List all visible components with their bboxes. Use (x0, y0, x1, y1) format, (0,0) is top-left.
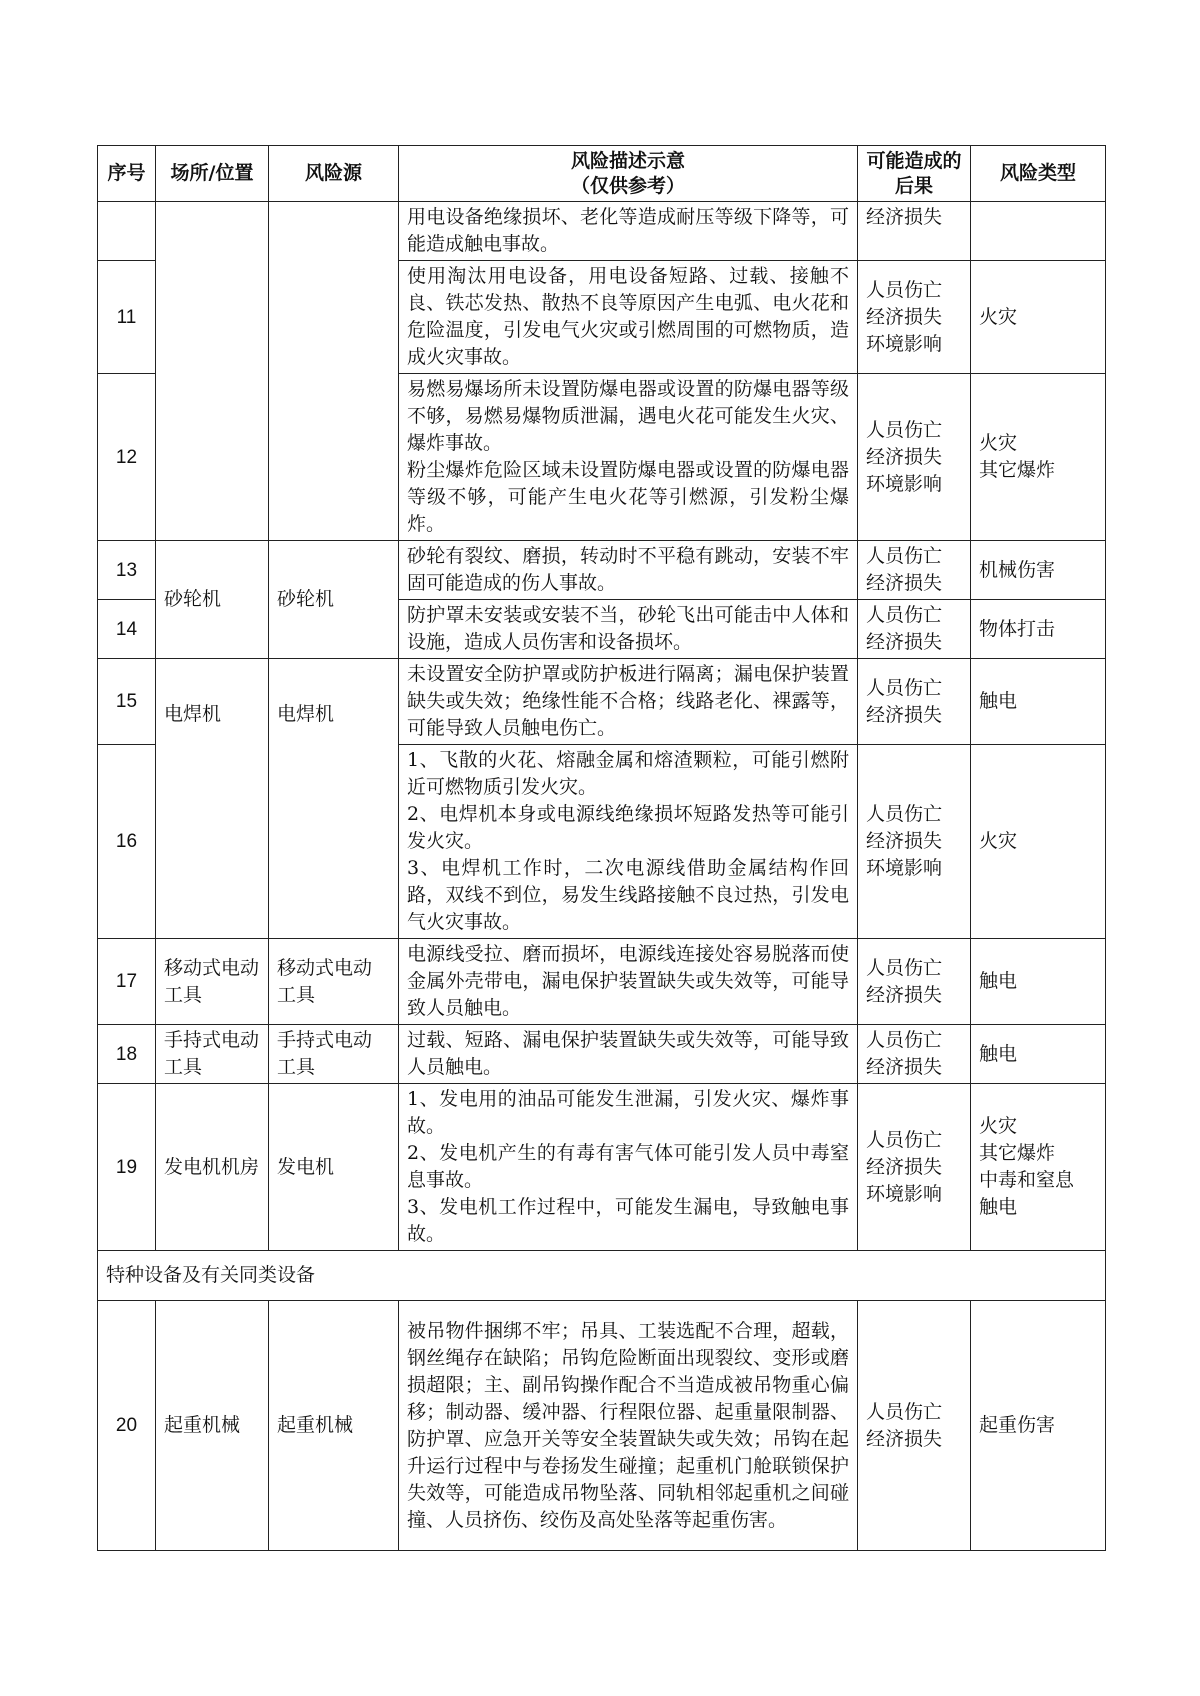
row-no: 13 (98, 541, 156, 600)
consequence-item: 经济损失 (866, 983, 943, 1006)
row-source: 手持式电动工具 (269, 1025, 399, 1084)
row-type: 触电 (971, 1025, 1106, 1084)
row-description: 电源线受拉、磨而损坏，电源线连接处容易脱落而使金属外壳带电，漏电保护装置缺失或失效等，可能导致人员触电。 (399, 939, 858, 1025)
risk-type-item: 火灾 (979, 1115, 1018, 1137)
row-consequence (858, 745, 971, 939)
header-description-title: 风险描述示意 (570, 149, 685, 172)
consequence-item: 经济损失 (866, 572, 943, 594)
table-row (98, 202, 1106, 261)
row-type: 物体打击 (971, 600, 1106, 659)
consequence-item: 环境影响 (866, 1182, 943, 1205)
row-consequence (858, 1301, 971, 1551)
row-type: 机械伤害 (971, 541, 1106, 600)
header-description-note: （仅供参考） (570, 174, 685, 197)
row-description: 砂轮有裂纹、磨损，转动时不平稳有跳动，安装不牢固可能造成的伤人事故。 (399, 541, 858, 600)
table-row (98, 1301, 1106, 1551)
row-description: 被吊物件捆绑不牢；吊具、工装选配不合理，超载，钢丝绳存在缺陷；吊钩危险断面出现裂纹、变形或磨损超限；主、副吊钩操作配合不当造成被吊物重心偏移；制动器、缓冲器、行程限位器、起重量限制器、防护罩、应急开关等安全装置缺失或失效；吊钩在起升运行过程中与卷扬发生碰撞；起重机门舱联锁保护失效等，可能造成吊物坠落、同轨相邻起重机之间碰撞、人员挤伤、绞伤及高处坠落等起重伤害。 (399, 1301, 858, 1551)
risk-type-item: 其它爆炸 (979, 1142, 1056, 1164)
header-place: 场所/位置 (156, 146, 269, 202)
row-no: 17 (98, 939, 156, 1025)
risk-table (97, 145, 1106, 1551)
consequence-item: 经济损失 (866, 445, 943, 468)
consequence-item: 人员伤亡 (866, 676, 943, 699)
row-type: 触电 (971, 939, 1106, 1025)
row-description: 防护罩未安装或安装不当，砂轮飞出可能击中人体和设施，造成人员伤害和设备损坏。 (399, 600, 858, 659)
row-no: 19 (98, 1084, 156, 1251)
header-source: 风险源 (269, 146, 399, 202)
row-consequence (858, 261, 971, 374)
description-paragraph: 3、电焊机工作时，二次电源线借助金属结构作回路，双线不到位，易发生线路接触不良过热，引发电气火灾事故。 (407, 857, 849, 933)
row-consequence (858, 939, 971, 1025)
row-consequence (858, 1084, 971, 1251)
consequence-item: 人员伤亡 (866, 604, 943, 626)
header-description (399, 146, 858, 202)
table-row (98, 939, 1106, 1025)
row-source: 移动式电动工具 (269, 939, 399, 1025)
row-type (971, 374, 1106, 541)
consequence-item: 环境影响 (866, 332, 943, 355)
row-place: 起重机械 (156, 1301, 269, 1551)
consequence-item: 人员伤亡 (866, 956, 943, 979)
table-row (98, 659, 1106, 745)
description-paragraph: 易燃易爆场所未设置防爆电器或设置的防爆电器等级不够，易燃易爆物质泄漏，遇电火花可能发生火灾、爆炸事故。 (407, 378, 849, 454)
description-paragraph: 2、电焊机本身或电源线绝缘损坏短路发热等可能引发火灾。 (407, 803, 849, 852)
consequence-item: 人员伤亡 (866, 1029, 943, 1051)
consequence-item: 经济损失 (866, 830, 943, 852)
section-title: 特种设备及有关同类设备 (98, 1251, 1106, 1301)
row-source: 发电机 (269, 1084, 399, 1251)
consequence-item: 经济损失 (866, 1056, 943, 1078)
row-type (971, 202, 1106, 261)
row-consequence (858, 202, 971, 261)
risk-type-item: 其它爆炸 (979, 459, 1056, 481)
risk-type-item: 火灾 (979, 432, 1018, 454)
row-no: 18 (98, 1025, 156, 1084)
consequence-item: 环境影响 (866, 472, 943, 495)
row-no: 11 (98, 261, 156, 374)
consequence-item: 人员伤亡 (866, 545, 943, 567)
consequence-item: 经济损失 (866, 1155, 943, 1178)
row-type: 触电 (971, 659, 1106, 745)
row-source: 电焊机 (269, 659, 399, 939)
risk-type-item: 中毒和窒息 (979, 1169, 1075, 1191)
row-place: 电焊机 (156, 659, 269, 939)
row-consequence (858, 1025, 971, 1084)
description-paragraph: 粉尘爆炸危险区域未设置防爆电器或设置的防爆电器等级不够，可能产生电火花等引燃源，引发粉尘爆炸。 (407, 459, 849, 535)
row-consequence (858, 659, 971, 745)
consequence-item: 人员伤亡 (866, 278, 943, 301)
consequence-item: 人员伤亡 (866, 418, 943, 441)
consequence-item: 人员伤亡 (866, 1128, 943, 1151)
row-type: 火灾 (971, 261, 1106, 374)
consequence-item: 经济损失 (866, 206, 943, 228)
row-place: 移动式电动工具 (156, 939, 269, 1025)
consequence-item: 经济损失 (866, 305, 943, 328)
header-row (98, 146, 1106, 202)
row-type: 起重伤害 (971, 1301, 1106, 1551)
row-type: 火灾 (971, 745, 1106, 939)
row-description (399, 1084, 858, 1251)
consequence-item: 人员伤亡 (866, 803, 943, 825)
row-description: 过载、短路、漏电保护装置缺失或失效等，可能导致人员触电。 (399, 1025, 858, 1084)
row-description: 未设置安全防护罩或防护板进行隔离；漏电保护装置缺失或失效；绝缘性能不合格；线路老化、裸露等，可能导致人员触电伤亡。 (399, 659, 858, 745)
row-consequence (858, 600, 971, 659)
row-description: 使用淘汰用电设备，用电设备短路、过载、接触不良、铁芯发热、散热不良等原因产生电弧、电火花和危险温度，引发电气火灾或引燃周围的可燃物质，造成火灾事故。 (399, 261, 858, 374)
description-paragraph: 3、发电机工作过程中，可能发生漏电，导致触电事故。 (407, 1196, 849, 1245)
header-consequence: 可能造成的后果 (858, 146, 971, 202)
consequence-item: 经济损失 (866, 1427, 943, 1450)
row-description (399, 374, 858, 541)
row-type (971, 1084, 1106, 1251)
section-row (98, 1251, 1106, 1301)
consequence-item: 环境影响 (866, 857, 943, 879)
consequence-item: 经济损失 (866, 703, 943, 726)
row-source: 砂轮机 (269, 541, 399, 659)
row-consequence (858, 541, 971, 600)
row-no: 20 (98, 1301, 156, 1551)
row-source: 起重机械 (269, 1301, 399, 1551)
row-description: 用电设备绝缘损坏、老化等造成耐压等级下降等，可能造成触电事故。 (399, 202, 858, 261)
table-row (98, 541, 1106, 600)
row-consequence (858, 374, 971, 541)
row-source (269, 202, 399, 541)
header-type: 风险类型 (971, 146, 1106, 202)
row-place: 砂轮机 (156, 541, 269, 659)
risk-type-item: 触电 (979, 1196, 1018, 1218)
row-no (98, 202, 156, 261)
row-no: 14 (98, 600, 156, 659)
row-place: 发电机机房 (156, 1084, 269, 1251)
consequence-item: 人员伤亡 (866, 1400, 943, 1423)
table-row (98, 1084, 1106, 1251)
description-paragraph: 2、发电机产生的有毒有害气体可能引发人员中毒窒息事故。 (407, 1142, 849, 1191)
row-no: 15 (98, 659, 156, 745)
consequence-item: 经济损失 (866, 631, 943, 653)
table-row (98, 1025, 1106, 1084)
description-paragraph: 1、发电用的油品可能发生泄漏，引发火灾、爆炸事故。 (407, 1088, 849, 1137)
row-no: 16 (98, 745, 156, 939)
header-no: 序号 (98, 146, 156, 202)
description-paragraph: 1、飞散的火花、熔融金属和熔渣颗粒，可能引燃附近可燃物质引发火灾。 (407, 749, 849, 798)
row-place: 手持式电动工具 (156, 1025, 269, 1084)
row-description (399, 745, 858, 939)
row-no: 12 (98, 374, 156, 541)
row-place (156, 202, 269, 541)
